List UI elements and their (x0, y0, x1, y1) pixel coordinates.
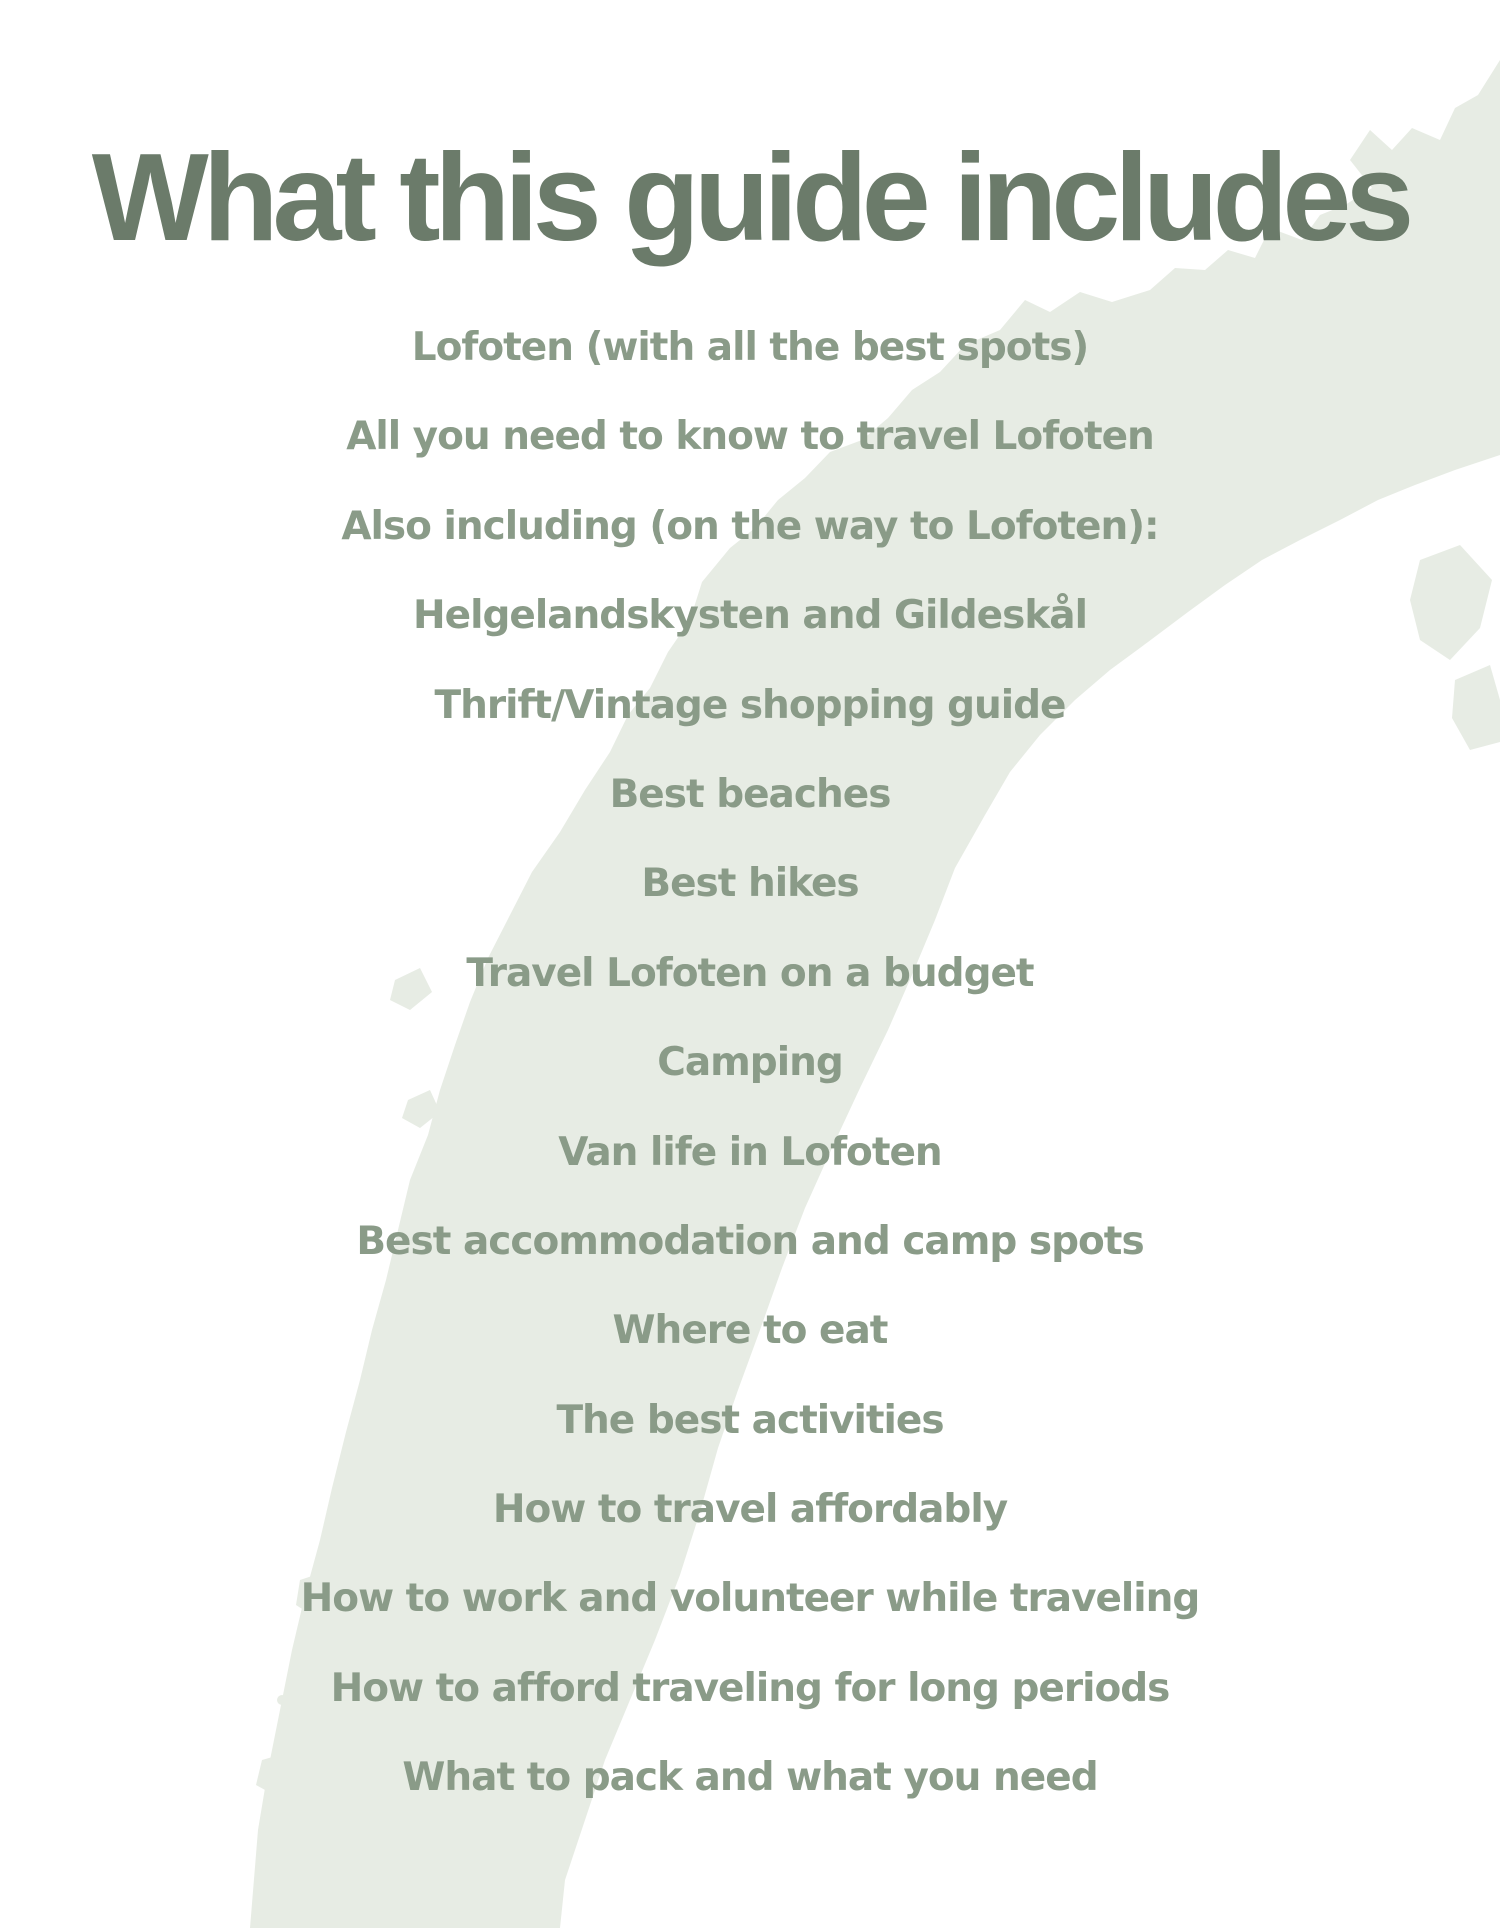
list-item: Best beaches (609, 771, 891, 817)
list-item: How to afford traveling for long periods (330, 1665, 1170, 1711)
list-item: Travel Lofoten on a budget (466, 950, 1034, 996)
list-item: How to work and volunteer while traveling (300, 1576, 1200, 1622)
list-item: Best accommodation and camp spots (356, 1218, 1144, 1264)
guide-contents-list (0, 303, 1500, 1823)
list-item: Helgelandskysten and Gildeskål (413, 593, 1087, 639)
list-item: Best hikes (641, 861, 859, 907)
list-item: Where to eat (612, 1308, 888, 1354)
list-item: Thrift/Vintage shopping guide (434, 682, 1066, 728)
list-item: How to travel affordably (492, 1487, 1008, 1533)
list-item: All you need to know to travel Lofoten (346, 414, 1154, 460)
list-item: Van life in Lofoten (558, 1129, 942, 1175)
list-item: Lofoten (with all the best spots) (411, 325, 1089, 370)
list-item: Camping (657, 1040, 843, 1086)
page-title: What this guide includes (91, 129, 1409, 267)
list-item: Also including (on the way to Lofoten): (341, 503, 1159, 549)
list-item: What to pack and what you need (402, 1755, 1098, 1801)
list-item: The best activities (556, 1397, 944, 1443)
